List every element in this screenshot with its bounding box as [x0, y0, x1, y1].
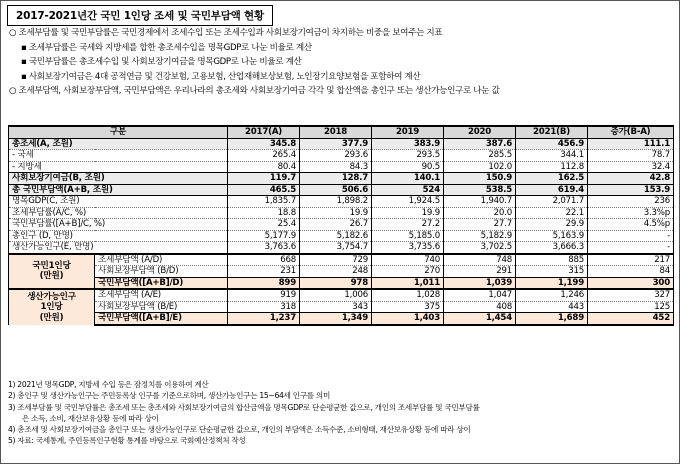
table-cell: 885: [516, 254, 588, 266]
row-label: 조세부담률(A/C, %): [9, 207, 228, 219]
table-cell: 153.9: [588, 184, 674, 196]
table-cell: 443: [516, 301, 588, 313]
table-cell: 32.4: [588, 161, 674, 173]
group-label-per-capita: [9, 254, 95, 290]
page-title: 2017-2021년간 국민 1인당 조세 및 국민부담액 현황: [7, 5, 273, 26]
table-row: [9, 184, 674, 196]
table-cell: 5,163.9: [516, 230, 588, 242]
row-label: 명목GDP(C, 조원): [9, 196, 228, 208]
table-cell: 4.5%p: [588, 219, 674, 231]
table-cell: 19.9: [372, 207, 444, 219]
table-cell: 668: [228, 254, 300, 266]
table-cell: 456.9: [516, 138, 588, 150]
table-cell: 318: [228, 301, 300, 313]
row-label: 총인구 (D, 만명): [9, 230, 228, 242]
footnote: 2) 총인구 및 생산가능인구는 주민등록상 인구를 기준으로하며, 생산가능인구는 15~64세 인구를 의미: [8, 391, 330, 401]
table-cell: 506.6: [300, 184, 372, 196]
table-cell: 150.9: [444, 173, 516, 185]
table-cell: 978: [300, 277, 372, 289]
table-row: [9, 173, 674, 185]
table-cell: 1,047: [444, 289, 516, 301]
table-cell: 1,006: [300, 289, 372, 301]
table-cell: 231: [228, 266, 300, 278]
table-cell: 291: [444, 266, 516, 278]
table-cell: 217: [588, 254, 674, 266]
row-label: 생산가능인구(E, 만명): [9, 242, 228, 254]
table-row: [9, 242, 674, 254]
table-cell: 899: [228, 277, 300, 289]
table-cell: 236: [588, 196, 674, 208]
table-cell: 3,763.6: [228, 242, 300, 254]
footnote: 은 소득, 소비, 재산보유상황 등에 따라 상이: [22, 413, 159, 423]
table-cell: 112.8: [516, 161, 588, 173]
table-cell: 3,666.3: [516, 242, 588, 254]
table-cell: 1,246: [516, 289, 588, 301]
table-cell: 293.6: [300, 150, 372, 162]
table-cell: 84.3: [300, 161, 372, 173]
table-cell: 270: [372, 266, 444, 278]
table-cell: 748: [444, 254, 516, 266]
table-cell: 22.1: [516, 207, 588, 219]
row-label: 총 국민부담액(A+B, 조원): [9, 184, 228, 196]
table-cell: 248: [300, 266, 372, 278]
table-cell: 3,735.6: [372, 242, 444, 254]
table-cell: 27.7: [444, 219, 516, 231]
table-cell: 128.7: [300, 173, 372, 185]
table-cell: 29.9: [516, 219, 588, 231]
row-label: 총조세(A, 조원): [9, 138, 228, 150]
table-cell: 538.5: [444, 184, 516, 196]
header-cell: 2018: [300, 126, 372, 138]
table-row: [9, 161, 674, 173]
row-label: 사회보장기여금(B, 조원): [9, 173, 228, 185]
header-cell: 2019: [372, 126, 444, 138]
table-cell: 315: [516, 266, 588, 278]
table-cell: 1,940.7: [444, 196, 516, 208]
table-cell: 343: [300, 301, 372, 313]
footnote: 3) 조세부담률 및 국민부담률은 총조세 또는 총조세와 사회보장기여금의 합산금액을 명목GDP로 단순평균한 값으로, 개인의 조세부담률 및 국민부담률: [8, 402, 480, 412]
table-cell: 408: [444, 301, 516, 313]
table-cell: 140.1: [372, 173, 444, 185]
row-label: 국민부담액([A+B]/D): [95, 277, 228, 289]
table-row: [9, 254, 674, 266]
table-cell: 78.7: [588, 150, 674, 162]
table-row: [9, 207, 674, 219]
table-cell: 740: [372, 254, 444, 266]
table-cell: 465.5: [228, 184, 300, 196]
table-cell: 383.9: [372, 138, 444, 150]
table-cell: 327: [588, 289, 674, 301]
table-cell: 111.1: [588, 138, 674, 150]
table-cell: 1,039: [444, 277, 516, 289]
header-cell: 구분: [9, 126, 228, 138]
table-cell: 375: [372, 301, 444, 313]
bullet-item: ▪ 국민부담률은 총조세수입 및 사회보장기여금을 명목GDP로 나눈 비율로 계산: [21, 57, 302, 68]
table-cell: 3,702.5: [444, 242, 516, 254]
table-cell: 293.5: [372, 150, 444, 162]
table-cell: 125: [588, 301, 674, 313]
table-cell: 344.1: [516, 150, 588, 162]
table-cell: 20.0: [444, 207, 516, 219]
table-cell: 25.4: [228, 219, 300, 231]
table-cell: 1,924.5: [372, 196, 444, 208]
table-cell: 1,199: [516, 277, 588, 289]
table-cell: 3,754.7: [300, 242, 372, 254]
table-cell: 102.0: [444, 161, 516, 173]
table-cell: 524: [372, 184, 444, 196]
footnotes: [8, 379, 676, 447]
row-label: - 지방세: [9, 161, 228, 173]
table-cell: 5,182.6: [300, 230, 372, 242]
description-bullets: [7, 26, 675, 99]
table-cell: 387.6: [444, 138, 516, 150]
table-cell: 729: [300, 254, 372, 266]
table-cell: 90.5: [372, 161, 444, 173]
table-row: [9, 277, 674, 289]
header-cell: 2020: [444, 126, 516, 138]
table-cell: 300: [588, 277, 674, 289]
row-label: 국민부담액([A+B]/E): [95, 313, 228, 325]
table-cell: 3.3%p: [588, 207, 674, 219]
table-cell: 26.7: [300, 219, 372, 231]
table-cell: 80.4: [228, 161, 300, 173]
table-row: [9, 138, 674, 150]
table-cell: 5,177.9: [228, 230, 300, 242]
table-cell: 919: [228, 289, 300, 301]
table-cell: 1,689: [516, 313, 588, 325]
table-row: [9, 301, 674, 313]
group-label-line: 국민1인당: [32, 260, 71, 271]
row-label: 사회보장부담액 (B/E): [95, 301, 228, 313]
table-row: [9, 289, 674, 301]
table-row: [9, 230, 674, 242]
table-cell: 1,454: [444, 313, 516, 325]
table-cell: 285.5: [444, 150, 516, 162]
bullet-item: ○ 조세부담액, 사회보장부담액, 국민부담액은 우리나라의 총조세와 사회보장기여금 각각 및 합산액을 총인구 또는 생산가능인구로 나눈 값: [9, 86, 500, 97]
row-label: 사회보장부담액 (B/D): [95, 266, 228, 278]
footnote: 4) 총조세 및 사회보장기여금을 총인구 또는 생산가능인구로 단순평균한 값으로, 개인의 부담액은 소득수준, 소비형태, 재산보유상황 등에 따라 상이: [8, 425, 471, 435]
table-cell: 1,898.2: [300, 196, 372, 208]
table-cell: 265.4: [228, 150, 300, 162]
bullet-item: ▪ 사회보장기여금은 4대 공적연금 및 건강보험, 고용보험, 산업재해보상보험, 노인장기요양보험을 포함하여 계산: [21, 71, 421, 82]
table-row: [9, 266, 674, 278]
table-cell: 18.8: [228, 207, 300, 219]
table-cell: -: [588, 242, 674, 254]
table-cell: 1,011: [372, 277, 444, 289]
table-cell: 27.2: [372, 219, 444, 231]
group-label-line: 생산가능인구: [27, 291, 76, 302]
tax-burden-table: [8, 125, 674, 326]
group-label-line: (만원): [39, 271, 64, 282]
footnote: 5) 자료: 국세통계, 주민등록인구현황 통계를 바탕으로 국회예산정책처 작성: [8, 436, 246, 446]
group-label-working-age: [9, 289, 95, 325]
table-row: [9, 196, 674, 208]
table-cell: 1,403: [372, 313, 444, 325]
row-label: 국민부담률([A+B]/C, %): [9, 219, 228, 231]
table-cell: 619.4: [516, 184, 588, 196]
table-cell: 42.8: [588, 173, 674, 185]
bullet-item: ○ 조세부담률 및 국민부담률은 국민경제에서 조세수입 또는 조세수입과 사회보장기여금이 차지하는 비중을 보여주는 지표: [9, 28, 443, 38]
table-cell: 2,071.7: [516, 196, 588, 208]
table-cell: 377.9: [300, 138, 372, 150]
table-cell: 452: [588, 313, 674, 325]
group-label-line: 1인당: [40, 302, 63, 312]
table-cell: 5,182.9: [444, 230, 516, 242]
table-cell: 1,237: [228, 313, 300, 325]
header-cell: 2021(B): [516, 126, 588, 138]
row-label: 조세부담액 (A/D): [95, 254, 228, 266]
table-cell: 345.8: [228, 138, 300, 150]
table-row: [9, 219, 674, 231]
bullet-item: ▪ 조세부담률은 국세와 지방세를 합한 총조세수입을 명목GDP로 나눈 비율로 계산: [21, 42, 312, 53]
table-cell: 84: [588, 266, 674, 278]
table-cell: 19.9: [300, 207, 372, 219]
table-cell: -: [588, 230, 674, 242]
table-cell: 119.7: [228, 173, 300, 185]
footnote: 1) 2021년 명목GDP, 지방세 수입 등은 잠정치를 이용하여 계산: [8, 380, 209, 389]
row-label: 조세부담액 (A/E): [95, 289, 228, 301]
table-cell: 1,028: [372, 289, 444, 301]
table-header-row: [9, 126, 674, 138]
table-cell: 162.5: [516, 173, 588, 185]
header-cell: 2017(A): [228, 126, 300, 138]
table-row: [9, 150, 674, 162]
table-cell: 1,835.7: [228, 196, 300, 208]
table-cell: 1,349: [300, 313, 372, 325]
group-label-line: (만원): [39, 312, 64, 323]
table-row: [9, 313, 674, 325]
table-cell: 5,185.0: [372, 230, 444, 242]
header-cell: 증가(B-A): [588, 126, 674, 138]
row-label: - 국세: [9, 150, 228, 162]
